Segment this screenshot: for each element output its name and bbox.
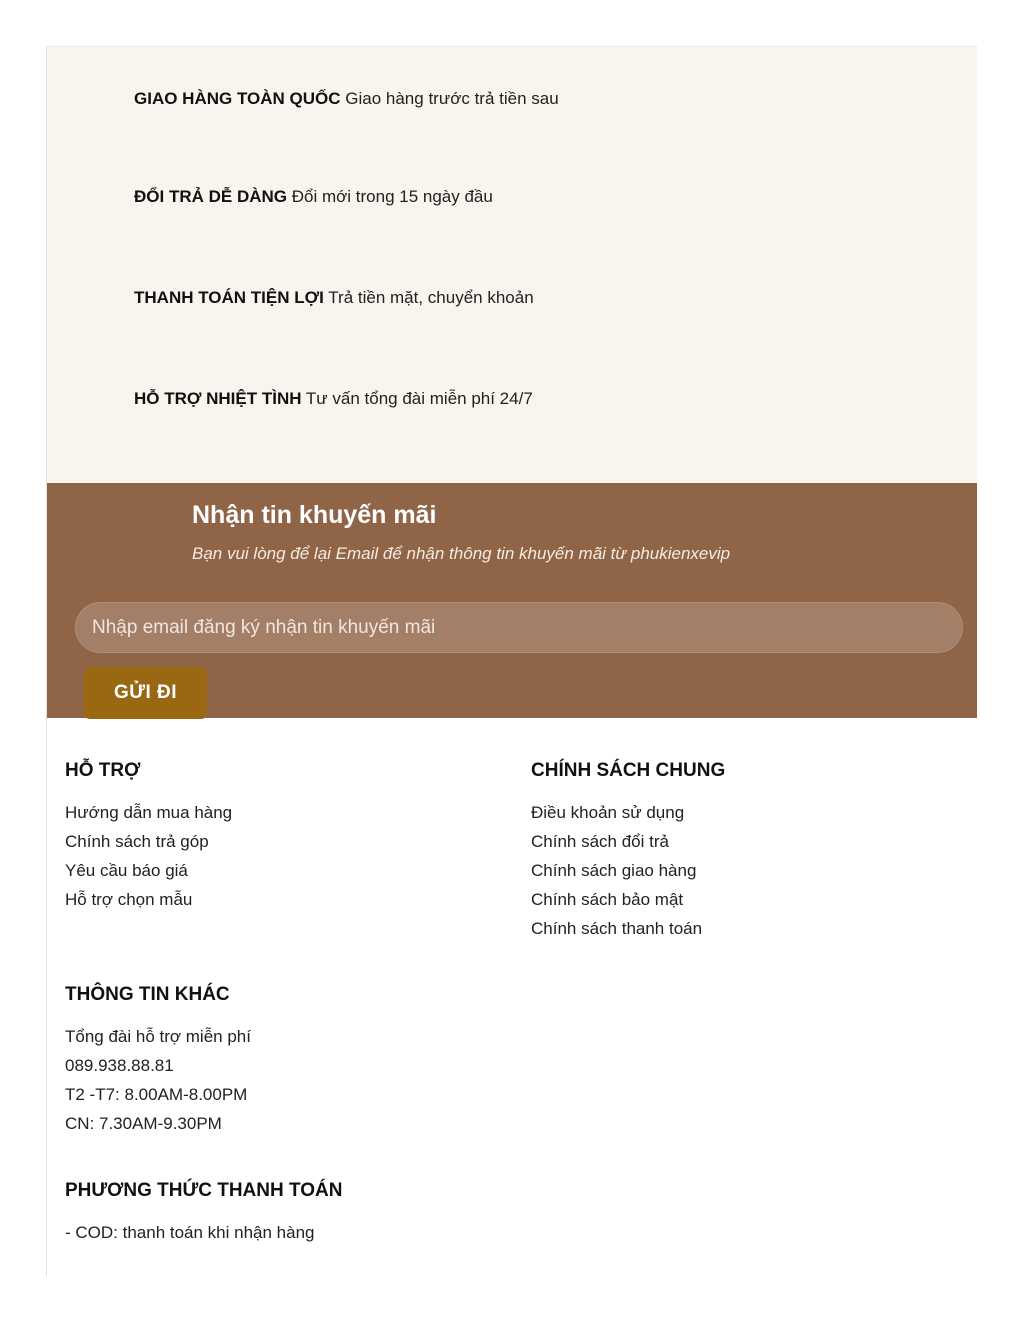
footer-policy-column — [531, 760, 725, 943]
info-hotline-number: 089.938.88.81 — [65, 1056, 174, 1075]
footer-link[interactable] — [531, 856, 725, 885]
footer-link-quote-request[interactable]: Yêu cầu báo giá — [65, 861, 188, 880]
footer-link-terms[interactable]: Điều khoản sử dụng — [531, 803, 685, 822]
footer-link-privacy-policy[interactable]: Chính sách bảo mật — [531, 890, 684, 909]
feature-title: GIAO HÀNG TOÀN QUỐC — [134, 89, 341, 108]
footer-link[interactable] — [531, 914, 725, 943]
footer-info-list — [65, 1022, 251, 1138]
feature-title: HỖ TRỢ NHIỆT TÌNH — [134, 389, 302, 408]
footer-support-list — [65, 798, 232, 914]
newsletter-subtitle: Bạn vui lòng để lại Email để nhận thông tin khuyến mãi từ phukienxevip — [192, 544, 731, 563]
payment-method-cod: - COD: thanh toán khi nhận hàng — [65, 1223, 315, 1242]
newsletter-submit-button[interactable]: GỬI ĐI — [84, 667, 207, 719]
footer-link[interactable] — [531, 798, 725, 827]
footer-payment-list — [65, 1218, 343, 1247]
footer-link-choose-model[interactable]: Hỗ trợ chọn mẫu — [65, 890, 193, 909]
footer-link-payment-policy[interactable]: Chính sách thanh toán — [531, 919, 703, 938]
feature-title: ĐỔI TRẢ DỄ DÀNG — [134, 187, 287, 206]
footer-support-column — [65, 760, 232, 914]
info-sunday-hours: CN: 7.30AM-9.30PM — [65, 1114, 222, 1133]
footer-link-installment[interactable]: Chính sách trả góp — [65, 832, 209, 851]
footer-policy-title: CHÍNH SÁCH CHUNG — [531, 760, 726, 781]
info-weekday-hours: T2 -T7: 8.00AM-8.00PM — [65, 1085, 248, 1104]
feature-title: THANH TOÁN TIỆN LỢI — [134, 288, 324, 307]
footer-link-shipping-policy[interactable]: Chính sách giao hàng — [531, 861, 697, 880]
footer-link[interactable] — [65, 856, 232, 885]
footer-policy-list — [531, 798, 725, 943]
footer-payment-title: PHƯƠNG THỨC THANH TOÁN — [65, 1180, 343, 1201]
footer-link-buying-guide[interactable]: Hướng dẫn mua hàng — [65, 803, 233, 822]
feature-description: Giao hàng trước trả tiền sau — [345, 89, 559, 108]
feature-description: Tư vấn tổng đài miễn phí 24/7 — [305, 389, 533, 408]
footer-info-title: THÔNG TIN KHÁC — [65, 984, 230, 1005]
feature-description: Trả tiền mặt, chuyển khoản — [328, 288, 534, 307]
footer-link[interactable] — [531, 827, 725, 856]
footer-link[interactable] — [531, 885, 725, 914]
footer-payment-column — [65, 1180, 343, 1247]
footer-link[interactable] — [65, 885, 232, 914]
info-hotline-label: Tổng đài hỗ trợ miễn phí — [65, 1027, 251, 1046]
footer-link-return-policy[interactable]: Chính sách đổi trả — [531, 832, 669, 851]
footer-link[interactable] — [65, 827, 232, 856]
footer-info-column — [65, 984, 251, 1138]
newsletter-title: Nhận tin khuyến mãi — [192, 501, 437, 529]
footer-link[interactable] — [65, 798, 232, 827]
footer-support-title: HỖ TRỢ — [65, 760, 141, 781]
feature-description: Đổi mới trong 15 ngày đầu — [291, 187, 493, 206]
